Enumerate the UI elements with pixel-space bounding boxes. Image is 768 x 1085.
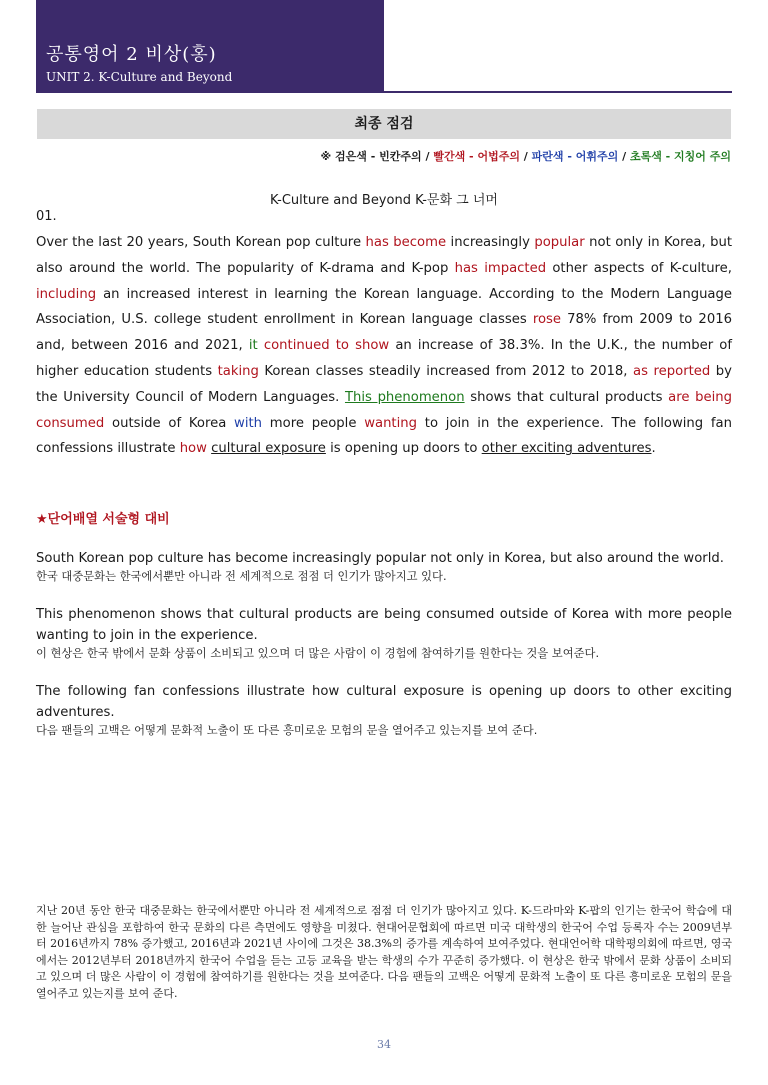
blank-point: other exciting adventures [481,441,652,457]
grammar-point: continued to show [263,338,390,354]
legend-red: 빨간색 - 어법주의 [433,150,520,163]
grammar-point: wanting [364,415,417,431]
passage-text: outside of Korea [104,415,235,431]
english-sentence: The following fan confessions illustrate how cultural exposure is opening up doors to other exciting adventures. [36,684,732,720]
legend-green: 초록색 - 지칭어 주의 [629,150,731,163]
grammar-point: how [179,441,207,457]
vocabulary-point: with [234,415,263,431]
passage-text: by the University Council of Modern Languages. [36,363,732,405]
legend-separator: / [618,150,630,163]
grammar-point: has become [365,235,447,250]
passage-text: more people [262,415,365,431]
english-sentence: South Korean pop culture has become increasingly popular not only in Korea, but also around the world. [36,551,724,566]
header-title: 공통영어 2 비상(홍) [46,44,217,65]
grammar-point: including [36,286,97,302]
reference-point: This phenomenon [344,389,465,405]
korean-summary: 지난 20년 동안 한국 대중문화는 한국에서뿐만 아니라 전 세계적으로 점점 더 인기가 많아지고 있다. K-드라마와 K-팝의 인기는 한국어 학습에 대한 늘어난 관심을 포함하여 한국 문화의 다른 측면에도 영향을 미쳤다. 현대어문협회에 따르면 미국 대학생의 한국어 수업 등록자 수는 2009년부터 2016년까지 78% 증가했고, 2016년과 2021년 사이에 그것은 38.3%의 증가를 계속하여 보여주었다. 현대언어학 대학평의회에 따르면, 영국에서는 2012년부터 2018년까지 한국어 수업을 듣는 고등 교육을 받는 학생의 수가 꾸준히 증가했다. 이 현상은 한국 밖에서 문화 상품이 소비되고 있으며 더 많은 사람이 이 경험에 참여하기를 원한다는 것을 보여준다. 다음 팬들의 고백은 어떻게 문화적 노출이 또 다른 흥미로운 모험의 문을 열어주고 있는지를 보여 준다. [36,904,732,1000]
passage-text: shows that cultural products [464,389,669,405]
reading-passage [36,230,732,462]
arrangement-heading: ★단어배열 서술형 대비 [36,512,170,527]
korean-translation: 한국 대중문화는 한국에서뿐만 아니라 전 세계적으로 점점 더 인기가 많아지고 있다. [36,570,447,583]
sentence-pair [36,604,732,662]
document-title: K-Culture and Beyond K-문화 그 너머 [270,193,498,208]
passage-text: not only in Korea, but also around the world. The popularity of K-drama and K-pop [36,235,733,276]
passage-text: to join in the experience. The following fan confessions illustrate [36,415,732,457]
passage-text: Over the last 20 years, South Korean pop culture [36,235,366,250]
sentence-pair [36,681,732,739]
legend-separator: / [519,150,532,163]
grammar-point: has impacted [454,260,547,276]
legend-blue: 파란색 - 어휘주의 [531,150,619,163]
page-number: 34 [377,1038,391,1051]
passage-text: an increase of 38.3%. In the U.K., the number of higher education students [36,338,733,379]
sentence-pair [36,548,732,585]
legend-mark: ※ [320,150,336,163]
legend-black: 검은색 - 빈칸주의 / [335,150,434,163]
english-sentence: This phenomenon shows that cultural products are being consumed outside of Korea with more people wanting to join in the experience. [36,607,732,643]
reference-point: it [248,338,258,354]
grammar-point: are being consumed [36,389,732,431]
passage-text: is opening up doors to [325,441,482,457]
passage-text: . [651,441,656,457]
section-title-bar: 최종 점검 [37,109,731,139]
grammar-point: popular [534,235,585,250]
grammar-point: rose [532,312,562,328]
passage-text: Korean classes steadily increased from 2012 to 2018, [258,363,634,379]
blank-point: cultural exposure [211,441,326,457]
color-legend [321,148,731,164]
header-subtitle: UNIT 2. K-Culture and Beyond [46,70,233,84]
passage-text: increasingly [446,235,535,250]
passage-text: 78% from 2009 to 2016 and, between 2016 and 2021, [36,312,732,354]
question-number: 01. [36,209,57,224]
passage-text: other aspects of K-culture, [546,260,732,276]
passage-text: an increased interest in learning the Korean language. According to the Modern Language Association, U.S. college student enrollment in Korean language classes [36,286,732,328]
korean-translation: 다음 팬들의 고백은 어떻게 문화적 노출이 또 다른 흥미로운 모험의 문을 열어주고 있는지를 보여 준다. [36,724,538,737]
grammar-point: as reported [633,363,711,379]
grammar-point: taking [217,363,259,379]
header-divider [36,91,732,93]
korean-translation: 이 현상은 한국 밖에서 문화 상품이 소비되고 있으며 더 많은 사람이 이 경험에 참여하기를 원한다는 것을 보여준다. [36,647,600,660]
